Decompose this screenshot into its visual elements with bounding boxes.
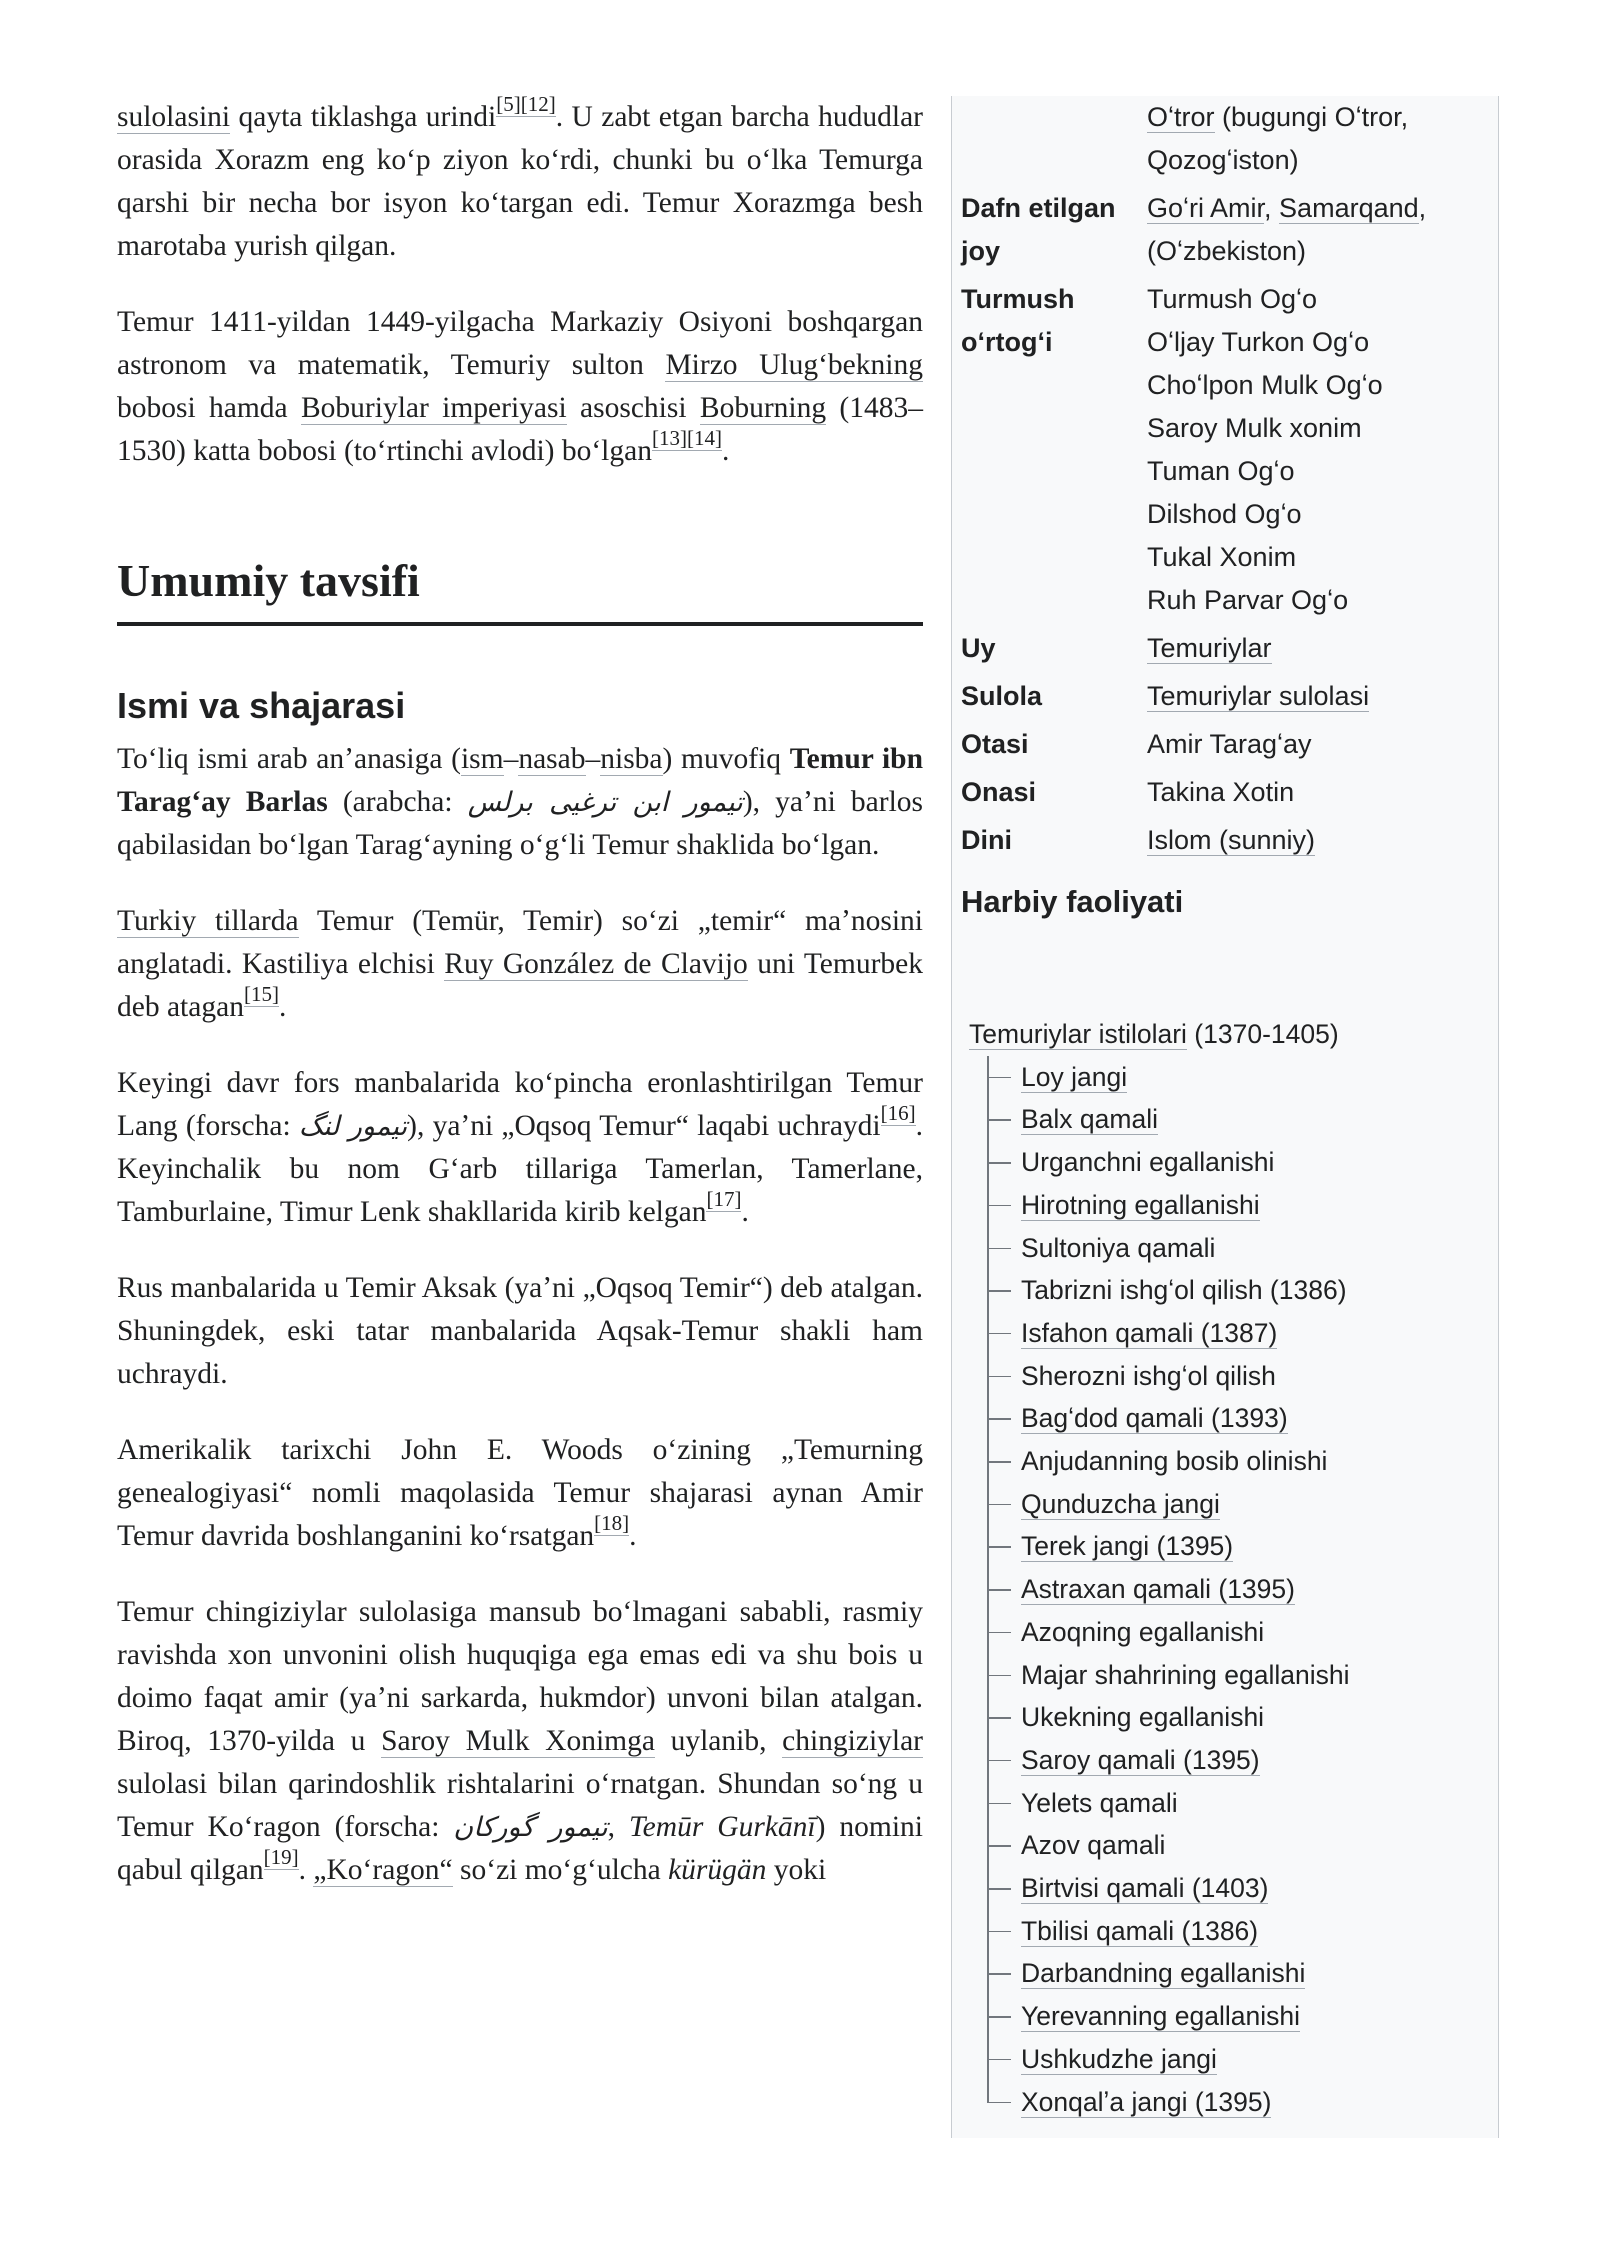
campaign-item bbox=[987, 1611, 1350, 1654]
link-temuriylar-istilolari[interactable]: Temuriylar istilolari bbox=[969, 1019, 1187, 1049]
text: . bbox=[629, 1520, 637, 1552]
link-samarqand[interactable]: Samarqand bbox=[1279, 193, 1419, 223]
campaign-link[interactable]: Yerevanning egallanishi bbox=[1021, 2001, 1300, 2032]
campaign-label: Azov qamali bbox=[1021, 1830, 1166, 1861]
infobox-row-dynasty bbox=[961, 675, 1491, 723]
campaign-label: Urganchni egallanishi bbox=[1021, 1147, 1275, 1178]
campaign-label: Anjudanning bosib olinishi bbox=[1021, 1446, 1328, 1477]
campaign-item bbox=[987, 1696, 1350, 1739]
campaign-link[interactable]: Loy jangi bbox=[1021, 1061, 1128, 1092]
citation-ref[interactable]: [15] bbox=[243, 982, 279, 1007]
text: qayta tiklashga urindi bbox=[230, 101, 497, 133]
campaign-item bbox=[987, 1867, 1350, 1910]
link-islom-sunniy[interactable]: Islom (sunniy) bbox=[1147, 825, 1316, 855]
link-turkiy-tillar[interactable]: Turkiy tillarda bbox=[117, 905, 299, 937]
campaign-label: Tabrizni ishgʻol qilish (1386) bbox=[1021, 1275, 1347, 1306]
campaign-item bbox=[987, 1824, 1350, 1867]
article-body bbox=[117, 92, 924, 1925]
text: uylanib, bbox=[654, 1725, 783, 1757]
text: Amerikalik tarixchi John E. Woods oʻzining „Temurning genealogiyasi“ nomli maqolasida Temur shajarasi aynan Amir Temur davrida boshlanganini koʻrsatgan bbox=[117, 1434, 923, 1552]
campaign-item bbox=[987, 1995, 1350, 2038]
text: Temur (Temür, Temir) soʻzi „temir“ maʼnosini anglatadi. Kastiliya elchisi bbox=[117, 905, 923, 980]
link-mirzo-ulugbek[interactable]: Mirzo Ulugʻbekning bbox=[665, 349, 923, 381]
campaign-list bbox=[987, 1056, 1350, 2124]
italic-transliteration: Temūr Gurkānī bbox=[628, 1811, 816, 1843]
text: uni Temurbek deb atagan bbox=[117, 948, 923, 1023]
campaign-label: Ukekning egallanishi bbox=[1021, 1702, 1265, 1733]
campaign-link[interactable]: Saroy qamali (1395) bbox=[1021, 1744, 1260, 1775]
campaign-item bbox=[987, 1355, 1350, 1398]
infobox-label-religion: Dini bbox=[961, 825, 1012, 855]
text: Temur 1411-yildan 1449-yilgacha Markaziy Osiyoni boshqargan astronom va matematik, Temuriy sulton bbox=[117, 306, 923, 381]
persian-name: تیمور لنگ bbox=[298, 1111, 408, 1142]
infobox-row-mother bbox=[961, 771, 1491, 819]
campaign-label: Azoqning egallanishi bbox=[1021, 1616, 1265, 1647]
paragraph-2 bbox=[117, 301, 923, 473]
campaign-link[interactable]: Tbilisi qamali (1386) bbox=[1021, 1915, 1259, 1946]
text: . bbox=[298, 1854, 314, 1886]
infobox-row-father bbox=[961, 723, 1491, 771]
subsection-heading-ismi-va-shajarasi: Ismi va shajarasi bbox=[117, 685, 406, 726]
campaign-link[interactable]: Hirotning egallanishi bbox=[1021, 1189, 1260, 1220]
infobox-value-house bbox=[1147, 627, 1491, 675]
paragraph-7 bbox=[117, 1429, 923, 1558]
link-saroy-mulk-xonim[interactable]: Saroy Mulk Xonimga bbox=[381, 1725, 655, 1757]
campaign-item bbox=[987, 2081, 1350, 2124]
persian-title: تیمور گورکان bbox=[453, 1812, 608, 1843]
infobox-heading-military: Harbiy faoliyati bbox=[961, 884, 1184, 919]
infobox-table bbox=[961, 96, 1491, 867]
text: , (Oʻzbekiston) bbox=[1147, 193, 1427, 266]
campaign-item bbox=[987, 1483, 1350, 1526]
campaign-tree-root bbox=[969, 1013, 1350, 1056]
infobox-row-house bbox=[961, 627, 1491, 675]
campaign-item bbox=[987, 2038, 1350, 2081]
paragraph-8 bbox=[117, 1591, 923, 1892]
campaign-label: Sultoniya qamali bbox=[1021, 1232, 1216, 1263]
text: , bbox=[1264, 193, 1280, 223]
campaign-item bbox=[987, 1227, 1350, 1270]
infobox-row-religion bbox=[961, 819, 1491, 867]
campaign-item bbox=[987, 1525, 1350, 1568]
bold-full-name: Temur ibn Taragʻay Barlas bbox=[117, 743, 924, 818]
paragraph-6 bbox=[117, 1267, 923, 1396]
text: ), yaʼni „Oqsoq Temur“ laqabi uchraydi bbox=[407, 1110, 881, 1142]
campaign-link[interactable]: Balx qamali bbox=[1021, 1104, 1158, 1135]
link-gori-amir[interactable]: Goʻri Amir bbox=[1147, 193, 1265, 223]
campaign-item bbox=[987, 1312, 1350, 1355]
campaign-item bbox=[987, 1397, 1350, 1440]
text: ) muvofiq bbox=[662, 743, 790, 775]
campaign-item bbox=[987, 1568, 1350, 1611]
text: ), yaʼni barlos qabilasidan boʻlgan Taragʻayning oʻgʻli Temur shaklida boʻlgan. bbox=[117, 786, 924, 861]
campaign-link[interactable]: Xonqalʼa jangi (1395) bbox=[1021, 2086, 1272, 2117]
link-chingiziylar[interactable]: chingiziylar bbox=[782, 1725, 923, 1757]
text: Toʻliq ismi arab anʼanasiga ( bbox=[117, 743, 461, 775]
infobox-label-father: Otasi bbox=[961, 729, 1029, 759]
citation-ref[interactable]: [16] bbox=[880, 1101, 916, 1126]
link-temuriylar-sulolasi[interactable]: Temuriylar sulolasi bbox=[1147, 681, 1370, 711]
text: (arabcha: bbox=[327, 786, 468, 818]
text: sulolasi bilan qarindoshlik rishtalarini oʻrnatgan. Shundan soʻng u Temur Koʻragon (forscha: bbox=[117, 1768, 923, 1843]
campaign-item bbox=[987, 1952, 1350, 1995]
text: (1370-1405) bbox=[1186, 1019, 1339, 1049]
text: – bbox=[503, 743, 519, 775]
text: – bbox=[585, 743, 601, 775]
campaign-item bbox=[987, 1141, 1350, 1184]
spouse-item: Saroy Mulk xonim bbox=[1147, 413, 1362, 443]
campaign-item bbox=[987, 1269, 1350, 1312]
link-nasab[interactable]: nasab bbox=[518, 743, 586, 775]
campaign-tree bbox=[969, 1013, 1350, 2123]
spouse-item: Tukal Xonim bbox=[1147, 542, 1297, 572]
campaign-link[interactable]: Ushkudzhe jangi bbox=[1021, 2043, 1217, 2074]
text: soʻzi moʻgʻulcha bbox=[452, 1854, 669, 1886]
infobox-label-empty bbox=[961, 96, 1147, 187]
text: yoki bbox=[766, 1854, 827, 1886]
link-bobur[interactable]: Boburning bbox=[699, 392, 827, 424]
infobox-row-birthplace bbox=[961, 96, 1491, 187]
text: . bbox=[278, 991, 287, 1023]
paragraph-4 bbox=[117, 900, 923, 1029]
paragraph-1 bbox=[117, 92, 924, 268]
text: Keyingi davr fors manbalarida koʻpincha eronlashtirilgan Temur Lang (forscha: bbox=[117, 1067, 923, 1142]
infobox-row-burial bbox=[961, 187, 1491, 278]
link-boburiylar-imperiyasi[interactable]: Boburiylar imperiyasi bbox=[301, 392, 567, 424]
text: . U zabt etgan barcha hududlar orasida Xorazm eng koʻp ziyon koʻrdi, chunki bu oʻlka Temurga qarshi bir necha bor isyon koʻtargan edi. Temur Xorazmga besh marotaba yurish qilgan. bbox=[117, 101, 924, 262]
campaign-item bbox=[987, 1739, 1350, 1782]
campaign-link[interactable]: Bagʻdod qamali (1393) bbox=[1021, 1403, 1288, 1434]
campaign-label: Majar shahrining egallanishi bbox=[1021, 1659, 1350, 1690]
text: asoschisi bbox=[566, 392, 700, 424]
text: . bbox=[741, 1196, 749, 1228]
infobox-value-burial bbox=[1147, 187, 1491, 278]
campaign-label: Yelets qamali bbox=[1021, 1787, 1178, 1818]
campaign-link[interactable]: Birtvisi qamali (1403) bbox=[1021, 1873, 1269, 1904]
campaign-item bbox=[987, 1654, 1350, 1697]
infobox-label-mother: Onasi bbox=[961, 777, 1037, 807]
campaign-label: Sherozni ishgʻol qilish bbox=[1021, 1360, 1276, 1391]
text: . Keyinchalik bu nom Gʻarb tillariga Tamerlan, Tamerlane, Tamburlaine, Timur Lenk shakllarida kirib kelgan bbox=[117, 1110, 923, 1228]
text: Temur chingiziylar sulolasiga mansub boʻlmagani sababli, rasmiy ravishda xon unvonini olish huquqiga ega emas edi va shu bois u doimo faqat amir (yaʼni sarkarda, hukmdor) unvoni bilan atalgan. Biroq, 1370-yilda u bbox=[117, 1596, 923, 1757]
campaign-link[interactable]: Qunduzcha jangi bbox=[1021, 1488, 1220, 1519]
infobox-label-dynasty: Sulola bbox=[961, 681, 1043, 711]
campaign-link[interactable]: Isfahon qamali (1387) bbox=[1021, 1317, 1278, 1348]
infobox-value-birthplace bbox=[1147, 96, 1491, 187]
link-temuriylar[interactable]: Temuriylar bbox=[1147, 633, 1272, 663]
spouse-item: Choʻlpon Mulk Ogʻo bbox=[1147, 370, 1383, 400]
citation-ref[interactable]: [5][12] bbox=[496, 92, 556, 117]
citation-ref[interactable]: [18] bbox=[594, 1511, 630, 1536]
text: (1483–1530) katta bobosi (toʻrtinchi avlodi) boʻlgan bbox=[117, 392, 924, 467]
spouse-item: Turmush Ogʻo bbox=[1147, 284, 1318, 314]
infobox-value-mother: Takina Xotin bbox=[1147, 777, 1295, 807]
infobox-label-burial: Dafn etilgan joy bbox=[961, 193, 1116, 266]
infobox-label-house: Uy bbox=[961, 633, 996, 663]
link-sulolasini[interactable]: sulolasini bbox=[117, 101, 231, 133]
text: , bbox=[607, 1811, 629, 1843]
link-ism[interactable]: ism bbox=[460, 743, 504, 775]
campaign-item bbox=[987, 1782, 1350, 1825]
campaign-link[interactable]: Terek jangi (1395) bbox=[1021, 1531, 1234, 1562]
campaign-item bbox=[987, 1184, 1350, 1227]
paragraph-3 bbox=[117, 738, 923, 867]
link-clavijo[interactable]: Ruy González de Clavijo bbox=[444, 948, 748, 980]
campaign-item bbox=[987, 1098, 1350, 1141]
text: . bbox=[721, 435, 730, 467]
citation-ref[interactable]: [17] bbox=[706, 1187, 742, 1212]
text: Rus manbalarida u Temir Aksak (yaʼni „Oqsoq Temir“) deb atalgan. Shuningdek, eski tatar manbalarida Aqsak-Temur shakli ham uchraydi. bbox=[117, 1272, 923, 1390]
infobox-value-religion bbox=[1147, 819, 1491, 867]
arabic-name: تیمور ابن ترغیی برلس bbox=[467, 787, 743, 818]
campaign-item bbox=[987, 1056, 1350, 1099]
section-heading-umumiy-tavsifi: Umumiy tavsifi bbox=[117, 553, 923, 626]
spouse-item: Tuman Ogʻo bbox=[1147, 456, 1295, 486]
spouse-item: Dilshod Ogʻo bbox=[1147, 499, 1302, 529]
text: (bugungi Oʻtror, Qozogʻiston) bbox=[1147, 102, 1409, 175]
infobox-value-dynasty bbox=[1147, 675, 1491, 723]
italic-mongol-word: kürügän bbox=[668, 1854, 767, 1886]
text: bobosi hamda bbox=[117, 392, 301, 424]
campaign-item bbox=[987, 1910, 1350, 1953]
citation-ref[interactable]: [13][14] bbox=[651, 426, 722, 451]
infobox-label-spouses: Turmush oʻrtogʻi bbox=[961, 284, 1075, 357]
link-koragon[interactable]: „Koʻragon“ bbox=[313, 1854, 453, 1886]
campaign-link[interactable]: Astraxan qamali (1395) bbox=[1021, 1574, 1295, 1605]
citation-ref[interactable]: [19] bbox=[263, 1845, 299, 1870]
link-otror[interactable]: Oʻtror bbox=[1147, 102, 1215, 132]
infobox bbox=[951, 96, 1499, 2138]
text: ) nomini qabul qilgan bbox=[117, 1811, 924, 1886]
campaign-item bbox=[987, 1440, 1350, 1483]
paragraph-5 bbox=[117, 1062, 923, 1234]
link-nisba[interactable]: nisba bbox=[600, 743, 663, 775]
spouse-item: Ruh Parvar Ogʻo bbox=[1147, 585, 1349, 615]
campaign-link[interactable]: Darbandning egallanishi bbox=[1021, 1958, 1306, 1989]
infobox-row-spouses bbox=[961, 278, 1491, 627]
infobox-value-father: Amir Taragʻay bbox=[1147, 729, 1312, 759]
spouse-item: Oʻljay Turkon Ogʻo bbox=[1147, 327, 1370, 357]
infobox-value-spouses bbox=[1147, 278, 1491, 627]
